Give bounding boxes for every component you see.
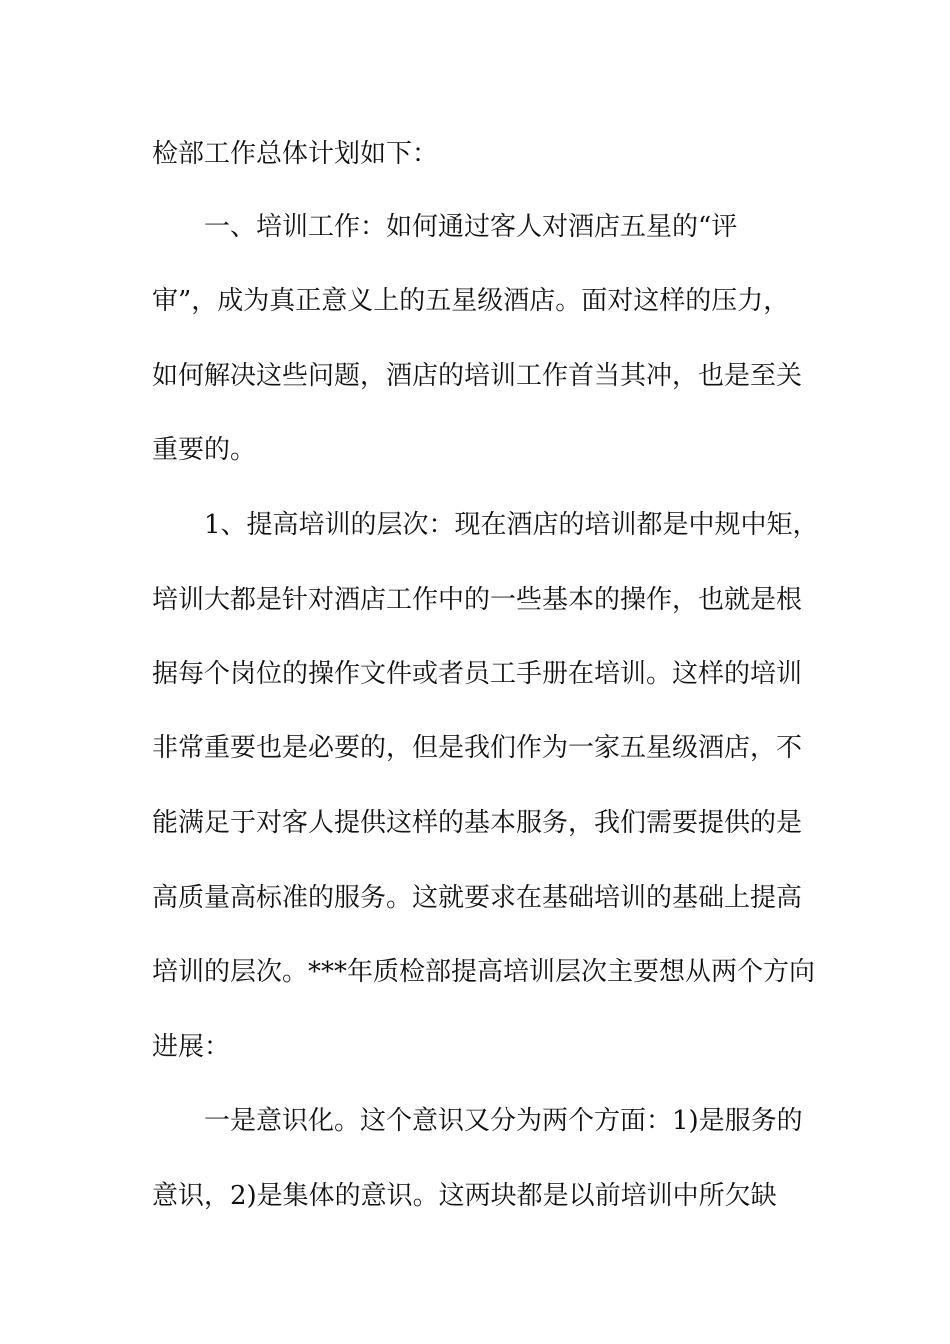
text-line: 意识，2)是集体的意识。这两块都是以前培训中所欠缺 <box>152 1181 777 1211</box>
text-line: 一、培训工作：如何通过客人对酒店五星的“评 <box>204 212 738 242</box>
text-line: 1、提高培训的层次：现在酒店的培训都是中规中矩， <box>204 510 819 540</box>
text-line: 进展： <box>152 1032 231 1062</box>
text-line: 检部工作总体计划如下： <box>152 139 439 169</box>
text-line: 非常重要也是必要的，但是我们作为一家五星级酒店，不 <box>152 733 803 763</box>
text-line: 审”，成为真正意义上的五星级酒店。面对这样的压力， <box>152 286 790 316</box>
text-line: 高质量高标准的服务。这就要求在基础培训的基础上提高 <box>152 883 803 913</box>
text-line: 重要的。 <box>152 435 257 465</box>
text-line: 如何解决这些问题，酒店的培训工作首当其冲，也是至关 <box>152 361 803 391</box>
text-line: 培训大都是针对酒店工作中的一些基本的操作，也就是根 <box>152 585 803 615</box>
text-line: 一是意识化。这个意识又分为两个方面：1)是服务的 <box>204 1106 803 1136</box>
text-line: 能满足于对客人提供这样的基本服务，我们需要提供的是 <box>152 808 803 838</box>
text-line: 据每个岗位的操作文件或者员工手册在培训。这样的培训 <box>152 659 803 689</box>
text-line: 培训的层次。***年质检部提高培训层次主要想从两个方向 <box>152 957 816 987</box>
